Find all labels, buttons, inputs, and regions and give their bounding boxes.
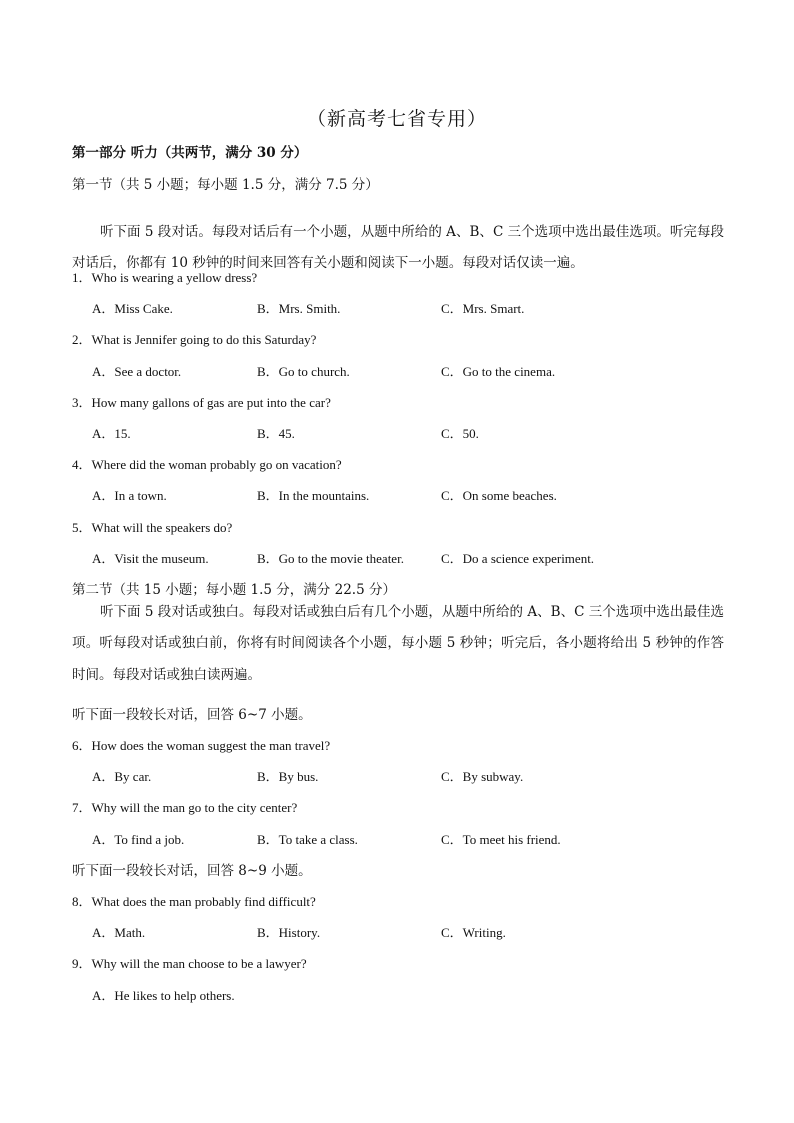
question-4-option-c: C．On some beaches. [441,488,557,503]
part1-heading: 第一部分 听力（共两节，满分 30 分） [72,145,308,161]
question-1-option-c: C．Mrs. Smart. [441,301,525,316]
question-9-option-a: A．He likes to help others. [92,988,235,1003]
section1-heading: 第一节（共 5 小题；每小题 1.5 分，满分 7.5 分） [72,177,379,193]
question-1-stem: 1．Who is wearing a yellow dress? [72,270,258,285]
question-1-option-b: B．Mrs. Smith. [257,301,341,316]
question-1-option-a: A．Miss Cake. [92,301,173,316]
section2-instructions: 听下面 5 段对话或独白。每段对话或独白后有几个小题，从题中所给的 A、B、C 三个选项中选出最佳选项。听每段对话或独白前，你将有时间阅读各个小题，每小题 5 秒钟；听完后，各小题将给出 5 秒钟的作答时间。每段对话或独白读两遍。 [72,604,724,683]
question-2-option-c: C．Go to the cinema. [441,364,556,379]
question-3-stem: 3．How many gallons of gas are put into the car? [72,395,331,410]
question-2-option-b: B．Go to church. [257,364,350,379]
section1-instructions: 听下面 5 段对话。每段对话后有一个小题，从题中所给的 A、B、C 三个选项中选出最佳选项。听完每段对话后，你都有 10 秒钟的时间来回答有关小题和阅读下一小题。每段对话仅读一遍。 [72,224,724,272]
question-8-stem: 8．What does the man probably find difficult? [72,894,316,909]
question-4-option-a: A．In a town. [92,488,167,503]
question-6-option-c: C．By subway. [441,769,524,784]
question-3-option-b: B．45. [257,426,295,441]
question-4-option-b: B．In the mountains. [257,488,370,503]
section2-note-8-9: 听下面一段较长对话，回答 8~9 小题。 [72,863,312,879]
question-7-option-c: C．To meet his friend. [441,832,561,847]
section2-note-6-7: 听下面一段较长对话，回答 6~7 小题。 [72,707,312,723]
question-5-option-c: C．Do a science experiment. [441,551,595,566]
question-2-option-a: A．See a doctor. [92,364,182,379]
page-title: （新高考七省专用） [306,108,487,130]
question-7-option-a: A．To find a job. [92,832,185,847]
question-3-option-c: C．50. [441,426,479,441]
question-8-option-a: A．Math. [92,925,146,940]
question-5-stem: 5．What will the speakers do? [72,520,233,535]
question-5-option-b: B．Go to the movie theater. [257,551,404,566]
question-6-option-a: A．By car. [92,769,152,784]
question-9-stem: 9．Why will the man choose to be a lawyer? [72,956,307,971]
question-6-option-b: B．By bus. [257,769,319,784]
question-6-stem: 6．How does the woman suggest the man travel? [72,738,331,753]
question-5-option-a: A．Visit the museum. [92,551,209,566]
question-3-option-a: A．15. [92,426,131,441]
question-2-stem: 2．What is Jennifer going to do this Saturday? [72,332,317,347]
question-8-option-c: C．Writing. [441,925,506,940]
question-7-stem: 7．Why will the man go to the city center? [72,800,298,815]
question-7-option-b: B．To take a class. [257,832,358,847]
question-8-option-b: B．History. [257,925,321,940]
section2-heading: 第二节（共 15 小题；每小题 1.5 分，满分 22.5 分） [72,582,396,598]
question-4-stem: 4．Where did the woman probably go on vacation? [72,457,342,472]
